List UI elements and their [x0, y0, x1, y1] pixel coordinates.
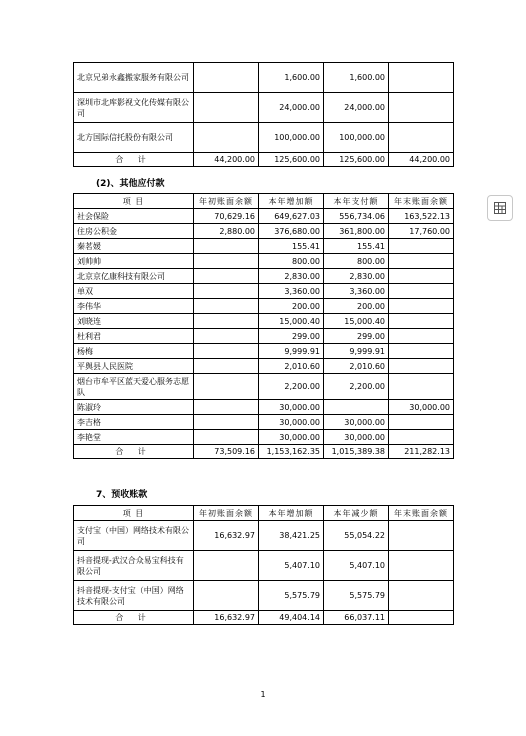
cell-opening — [194, 551, 259, 581]
cell-opening: 2,880.00 — [194, 224, 259, 239]
cell-decrease: 55,054.22 — [324, 521, 389, 551]
table-row — [74, 359, 454, 374]
cell-opening — [194, 581, 259, 611]
cell-decrease: 361,800.00 — [324, 224, 389, 239]
cell-increase: 2,830.00 — [259, 269, 324, 284]
total-opening: 16,632.97 — [194, 611, 259, 625]
row-name: 杨梅 — [74, 344, 194, 359]
cell-increase: 800.00 — [259, 254, 324, 269]
total-increase: 1,153,162.35 — [259, 445, 324, 459]
total-increase: 49,404.14 — [259, 611, 324, 625]
cell-opening — [194, 430, 259, 445]
cell-decrease: 3,360.00 — [324, 284, 389, 299]
column-header: 年初账面余额 — [194, 506, 259, 521]
column-header: 年末账面余额 — [389, 194, 454, 209]
total-closing: 211,282.13 — [389, 445, 454, 459]
total-label: 合 计 — [74, 445, 194, 459]
table-row — [74, 314, 454, 329]
row-name: 秦茗媛 — [74, 239, 194, 254]
total-closing — [389, 611, 454, 625]
cell-decrease: 5,575.79 — [324, 581, 389, 611]
table-row — [74, 430, 454, 445]
cell-closing — [389, 329, 454, 344]
table-row — [74, 224, 454, 239]
header-row — [74, 506, 454, 521]
row-name: 社会保险 — [74, 209, 194, 224]
cell-decrease: 1,600.00 — [324, 63, 389, 93]
row-name: 单双 — [74, 284, 194, 299]
table-row — [74, 209, 454, 224]
row-name: 住房公积金 — [74, 224, 194, 239]
cell-decrease: 2,010.60 — [324, 359, 389, 374]
row-name: 刘晓连 — [74, 314, 194, 329]
cell-opening — [194, 299, 259, 314]
cell-decrease: 800.00 — [324, 254, 389, 269]
total-decrease: 1,015,389.38 — [324, 445, 389, 459]
table-row — [74, 284, 454, 299]
table2-body — [74, 209, 454, 459]
row-name: 李吉格 — [74, 415, 194, 430]
column-header: 本年支付额 — [324, 194, 389, 209]
table-row — [74, 551, 454, 581]
table-row — [74, 415, 454, 430]
cell-decrease: 2,200.00 — [324, 374, 389, 400]
table2-header — [74, 194, 454, 209]
row-name: 刘帅帅 — [74, 254, 194, 269]
cell-closing — [389, 123, 454, 153]
cell-increase: 1,600.00 — [259, 63, 324, 93]
column-header: 本年增加额 — [259, 194, 324, 209]
cell-opening — [194, 239, 259, 254]
cell-closing — [389, 269, 454, 284]
cell-decrease: 30,000.00 — [324, 430, 389, 445]
table-grid-icon — [493, 201, 507, 215]
column-header: 本年增加额 — [259, 506, 324, 521]
table-advance-receipts — [73, 505, 454, 625]
cell-opening — [194, 314, 259, 329]
row-name: 抖音提现-支付宝（中国）网络技术有限公司 — [74, 581, 194, 611]
total-label: 合 计 — [74, 611, 194, 625]
row-name: 支付宝（中国）网络技术有限公司 — [74, 521, 194, 551]
cell-closing — [389, 551, 454, 581]
table-row — [74, 123, 454, 153]
total-decrease: 66,037.11 — [324, 611, 389, 625]
cell-closing — [389, 344, 454, 359]
total-closing: 44,200.00 — [389, 153, 454, 167]
section-title-advance-receipts: 7、预收账款 — [96, 490, 148, 500]
row-name: 李艳堂 — [74, 430, 194, 445]
table-accounts-payable-continued — [73, 62, 454, 167]
table3-header — [74, 506, 454, 521]
cell-closing: 17,760.00 — [389, 224, 454, 239]
cell-increase: 5,575.79 — [259, 581, 324, 611]
column-header: 年末账面余额 — [389, 506, 454, 521]
cell-opening — [194, 254, 259, 269]
cell-closing: 163,522.13 — [389, 209, 454, 224]
table-row — [74, 581, 454, 611]
cell-increase: 299.00 — [259, 329, 324, 344]
cell-opening — [194, 374, 259, 400]
cell-decrease: 155.41 — [324, 239, 389, 254]
cell-closing — [389, 581, 454, 611]
column-header: 项 目 — [74, 506, 194, 521]
table-row — [74, 374, 454, 400]
cell-closing — [389, 284, 454, 299]
table-row — [74, 400, 454, 415]
cell-opening — [194, 63, 259, 93]
cell-increase: 5,407.10 — [259, 551, 324, 581]
cell-increase: 155.41 — [259, 239, 324, 254]
column-header: 本年减少额 — [324, 506, 389, 521]
total-opening: 44,200.00 — [194, 153, 259, 167]
cell-decrease — [324, 400, 389, 415]
cell-opening — [194, 93, 259, 123]
cell-decrease: 200.00 — [324, 299, 389, 314]
row-name: 深圳市北库影视文化传媒有限公司 — [74, 93, 194, 123]
cell-increase: 38,421.25 — [259, 521, 324, 551]
cell-increase: 649,627.03 — [259, 209, 324, 224]
cell-decrease: 5,407.10 — [324, 551, 389, 581]
header-row — [74, 194, 454, 209]
cell-decrease: 24,000.00 — [324, 93, 389, 123]
total-opening: 73,509.16 — [194, 445, 259, 459]
cell-closing — [389, 415, 454, 430]
cell-closing: 30,000.00 — [389, 400, 454, 415]
row-name: 抖音提现-武汉合众易宝科技有限公司 — [74, 551, 194, 581]
row-name: 北京兄弟永鑫搬家服务有限公司 — [74, 63, 194, 93]
cell-closing — [389, 239, 454, 254]
section-title-other-payables: (2)、其他应付款 — [96, 179, 165, 189]
cell-increase: 376,680.00 — [259, 224, 324, 239]
cell-increase: 100,000.00 — [259, 123, 324, 153]
table-other-payables — [73, 193, 454, 459]
table-row — [74, 269, 454, 284]
cell-increase: 30,000.00 — [259, 430, 324, 445]
cell-decrease: 15,000.40 — [324, 314, 389, 329]
cell-increase: 30,000.00 — [259, 400, 324, 415]
table-row — [74, 239, 454, 254]
column-header: 项 目 — [74, 194, 194, 209]
table-row — [74, 299, 454, 314]
cell-increase: 2,200.00 — [259, 374, 324, 400]
cell-decrease: 30,000.00 — [324, 415, 389, 430]
cell-increase: 30,000.00 — [259, 415, 324, 430]
cell-closing — [389, 359, 454, 374]
cell-decrease: 2,830.00 — [324, 269, 389, 284]
row-name: 烟台市牟平区蓝天爱心服务志愿队 — [74, 374, 194, 400]
total-row — [74, 445, 454, 459]
cell-closing — [389, 314, 454, 329]
row-name: 杜利君 — [74, 329, 194, 344]
cell-opening — [194, 415, 259, 430]
cell-increase: 200.00 — [259, 299, 324, 314]
total-decrease: 125,600.00 — [324, 153, 389, 167]
cell-opening — [194, 269, 259, 284]
cell-opening: 70,629.16 — [194, 209, 259, 224]
cell-opening — [194, 400, 259, 415]
cell-decrease: 100,000.00 — [324, 123, 389, 153]
table-row — [74, 344, 454, 359]
row-name: 陈淑玲 — [74, 400, 194, 415]
table-row — [74, 63, 454, 93]
total-row — [74, 611, 454, 625]
table-row — [74, 254, 454, 269]
cell-opening — [194, 329, 259, 344]
total-row — [74, 153, 454, 167]
cell-opening: 16,632.97 — [194, 521, 259, 551]
cell-closing — [389, 63, 454, 93]
page-number: 1 — [260, 690, 266, 699]
cell-opening — [194, 359, 259, 374]
cell-closing — [389, 374, 454, 400]
cell-closing — [389, 254, 454, 269]
table-row — [74, 329, 454, 344]
cell-increase: 24,000.00 — [259, 93, 324, 123]
total-increase: 125,600.00 — [259, 153, 324, 167]
cell-increase: 3,360.00 — [259, 284, 324, 299]
cell-increase: 9,999.91 — [259, 344, 324, 359]
table-insert-icon[interactable] — [487, 195, 513, 221]
cell-opening — [194, 284, 259, 299]
cell-closing — [389, 299, 454, 314]
table-row — [74, 93, 454, 123]
table3-body — [74, 521, 454, 625]
table-row — [74, 521, 454, 551]
cell-opening — [194, 123, 259, 153]
cell-decrease: 9,999.91 — [324, 344, 389, 359]
cell-closing — [389, 521, 454, 551]
cell-opening — [194, 344, 259, 359]
row-name: 平舆县人民医院 — [74, 359, 194, 374]
cell-decrease: 556,734.06 — [324, 209, 389, 224]
cell-increase: 2,010.60 — [259, 359, 324, 374]
row-name: 李伟华 — [74, 299, 194, 314]
cell-closing — [389, 93, 454, 123]
column-header: 年初账面余额 — [194, 194, 259, 209]
cell-decrease: 299.00 — [324, 329, 389, 344]
total-label: 合 计 — [74, 153, 194, 167]
cell-closing — [389, 430, 454, 445]
cell-increase: 15,000.40 — [259, 314, 324, 329]
row-name: 北京京亿康科技有限公司 — [74, 269, 194, 284]
table1-body — [74, 63, 454, 167]
row-name: 北方国际信托股份有限公司 — [74, 123, 194, 153]
